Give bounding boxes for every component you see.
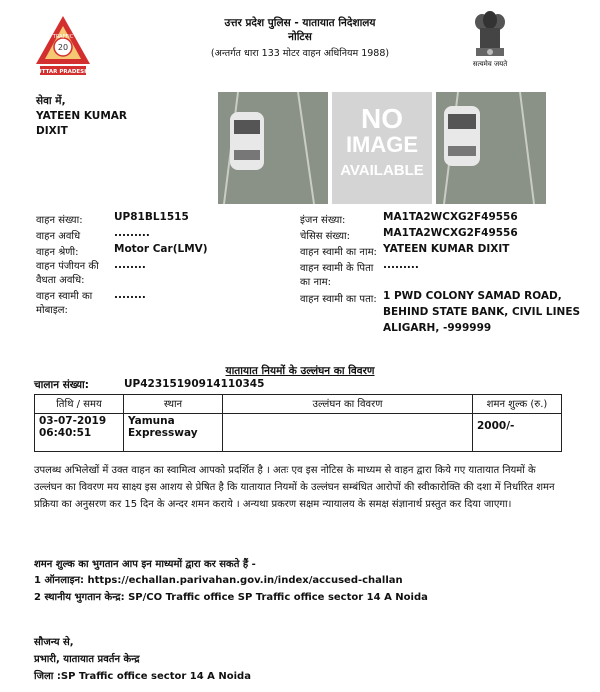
national-emblem-icon — [460, 8, 520, 72]
header-notice: नोटिस — [288, 31, 312, 43]
vehicle-photo-1 — [218, 92, 328, 204]
addressee-name-1: YATEEN KUMAR — [36, 110, 127, 122]
header-dept: उत्तर प्रदेश पुलिस - यातायात निदेशालय — [224, 17, 376, 29]
svg-text:UTTAR PRADESH: UTTAR PRADESH — [37, 69, 89, 75]
vehicle-period-label: वाहन अवधि — [36, 231, 81, 242]
violation-table-header — [35, 395, 562, 414]
chassis-label: चेसिस संख्या: — [300, 231, 351, 242]
vehicle-number-value: UP81BL1515 — [114, 211, 189, 223]
payment-local-center: 2 स्थानीय भुगतान केन्द्र: SP/CO Traffic office SP Traffic office sector 14 A Noida — [34, 592, 428, 603]
vehicle-class-label: वाहन श्रेणी: — [36, 247, 79, 258]
violation-table — [34, 394, 562, 452]
notice-paragraph: उपलब्ध अभिलेखों में उक्त वाहन का स्वामित्व आपको प्रदर्शित है । अतः एव इस नोटिस के माध्यम से वाहन द्वारा किये गए यातायात नियमों के उल्लंघन का विवरण मय साक्ष्य इस आशय से प्रेषित है कि यातायात नियमों के उल्लंघन सम्बंधित आरोपों की स्वीकारोक्ति की दशा में निर्धारित शमन प्रक्रिया का अनुसरण कर 15 दिन के अन्दर शमन कराये । अन्यथा प्रकरण सक्षम न्यायालय के समक्ष संज्ञानार्थ प्रस्तुत कर दिया जाएगा। — [34, 465, 555, 510]
col-description: उल्लंघन का विवरण — [223, 395, 473, 414]
payment-online[interactable]: 1 ऑनलाइन: https://echallan.parivahan.gov.in/index/accused-challan — [34, 575, 403, 586]
vehicle-photo-2 — [436, 92, 546, 204]
cell-place: Yamuna Expressway — [124, 414, 223, 452]
no-image-placeholder: NO IMAGE AVAILABLE — [332, 92, 432, 204]
chassis-value: MA1TA2WCXG2F49556 — [383, 227, 518, 239]
svg-text:20: 20 — [57, 43, 69, 52]
payment-heading: शमन शुल्क का भुगतान आप इन माध्यमों द्वारा कर सकते हैं - — [34, 559, 256, 570]
vehicle-number-label: वाहन संख्या: — [36, 215, 83, 226]
emblem-caption: सत्यमेव जयते — [472, 60, 508, 68]
owner-address-line1: 1 PWD COLONY SAMAD ROAD, — [383, 290, 562, 302]
violation-section-title: यातायात नियमों के उल्लंघन का विवरण — [225, 365, 375, 377]
addressee-name-2: DIXIT — [36, 125, 68, 137]
father-name-label-2: का नाम: — [300, 277, 331, 288]
owner-address-line3: ALIGARH, -999999 — [383, 322, 492, 334]
col-fee: शमन शुल्क (रु.) — [473, 395, 562, 414]
father-name-label-1: वाहन स्वामी के पिता — [300, 263, 374, 274]
up-traffic-logo — [34, 14, 92, 76]
courtesy-line: सौजन्य से, — [34, 637, 74, 648]
col-place: स्थान — [124, 395, 223, 414]
addressee-prefix: सेवा में, — [36, 95, 66, 107]
father-name-value: ......... — [383, 259, 419, 271]
owner-name-value: YATEEN KUMAR DIXIT — [383, 243, 510, 255]
owner-mobile-value: ........ — [114, 289, 146, 301]
registration-validity-value: ........ — [114, 259, 146, 271]
owner-name-label: वाहन स्वामी का नाम: — [300, 247, 377, 258]
challan-number: UP42315190914110345 — [124, 378, 265, 390]
challan-label: चालान संख्या: — [34, 379, 89, 391]
officer-line: प्रभारी, यातायात प्रवर्तन केन्द्र — [34, 654, 140, 665]
vehicle-class-value: Motor Car(LMV) — [114, 243, 208, 255]
engine-value: MA1TA2WCXG2F49556 — [383, 211, 518, 223]
header-act: (अन्तर्गत धारा 133 मोटर वाहन अधिनियम 1988) — [210, 48, 390, 59]
table-row — [35, 414, 562, 452]
engine-label: इंजन संख्या: — [300, 215, 346, 226]
cell-date-time: 03-07-2019 06:40:51 — [35, 414, 124, 452]
vehicle-period-value: ......... — [114, 227, 150, 239]
district-line: जिला :SP Traffic office sector 14 A Noida — [34, 671, 251, 682]
owner-address-label: वाहन स्वामी का पता: — [300, 294, 377, 305]
owner-mobile-label: वाहन स्वामी का मोबाइल: — [36, 291, 93, 316]
svg-text:TRAFFIC: TRAFFIC — [52, 34, 74, 40]
owner-address-line2: BEHIND STATE BANK, CIVIL LINES — [383, 306, 581, 318]
cell-fee: 2000/- — [473, 414, 562, 452]
cell-description — [223, 414, 473, 452]
col-date-time: तिथि / समय — [35, 395, 124, 414]
registration-validity-label: वाहन पंजीयन की वैधता अवधि: — [36, 261, 99, 286]
